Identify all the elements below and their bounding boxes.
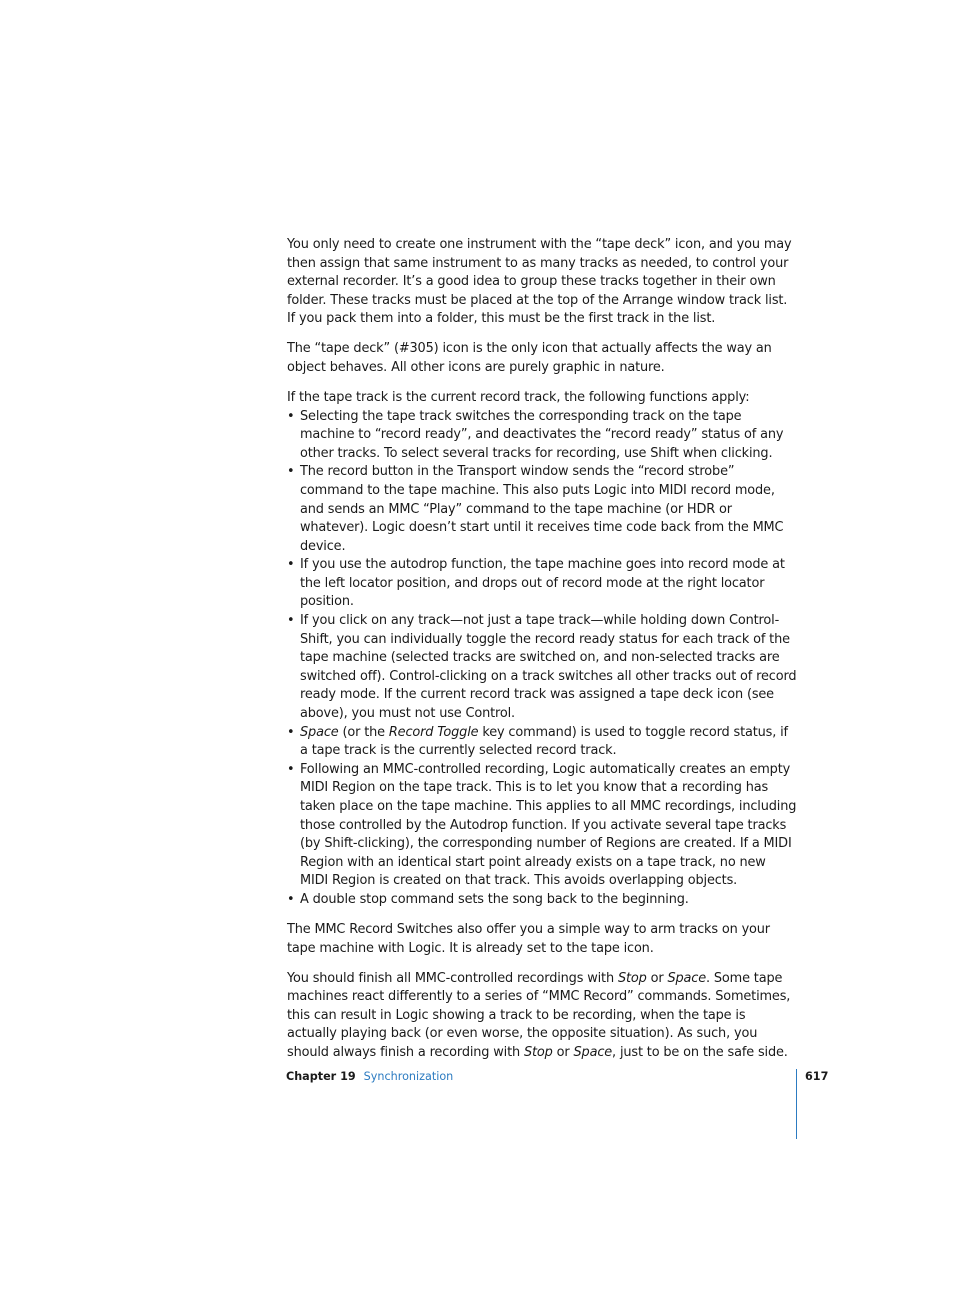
key-term-space: Space: [667, 970, 706, 986]
text-run: or: [552, 1044, 574, 1060]
paragraph-intro: You only need to create one instrument with the “tape deck” icon, and you may then assign that same instrument to as many tracks as needed, to control your external recorder. It’s a good idea to group these tracks together in their own folder. These tracks must be placed at the top of the Arrange window track list. If you pack them into a folder, this must be the first track in the list.: [287, 237, 792, 327]
main-text: [287, 236, 797, 1063]
list-item-text: The record button in the Transport window sends the “record strobe” command to the tape machine. This also puts Logic into MIDI record mode, and sends an MMC “Play” command to the tape machine (or HDR or whatever). Logic doesn’t start until it receives time code back from the MMC device.: [300, 464, 784, 554]
paragraph-finish-recordings: [287, 970, 797, 1063]
paragraph-mmc-record-switches: The MMC Record Switches also offer you a simple way to arm tracks on your tape machine with Logic. It is already set to the tape icon.: [287, 921, 770, 956]
key-term-space: Space: [573, 1044, 613, 1060]
bullet-marker: •: [287, 464, 295, 480]
key-term-stop: Stop: [523, 1044, 553, 1060]
list-item: [287, 724, 797, 761]
footer-divider: [796, 1069, 797, 1139]
bullet-marker: •: [287, 408, 295, 424]
list-item-text: Selecting the tape track switches the corresponding track on the tape machine to “record ready”, and deactivates the “record ready” status of any other tracks. To select several tracks for recording, use Shift when clicking.: [300, 408, 784, 461]
list-item: [287, 761, 797, 891]
text-run: You should finish all MMC-controlled recordings with: [287, 970, 618, 986]
bullet-marker: •: [287, 761, 295, 777]
page-number: 617: [805, 1070, 829, 1083]
list-item-text: Following an MMC-controlled recording, Logic automatically creates an empty MIDI Region on the tape track. This is to let you know that a recording has taken place on the tape machine. This applies to all MMC recordings, including those controlled by the Autodrop function. If you activate several tape tracks (by Shift-clicking), the corresponding number of Regions are created. If a MIDI Region with an identical start point already exists on a tape track, no new MIDI Region is created on that track. This avoids overlapping objects.: [300, 761, 797, 889]
text-run: . Some tape machines react differently to a series of “MMC Record” commands. Sometimes, this can result in Logic showing a track to be recording, when the tape is actually playing back (or even worse, the opposite situation). As such, you should always finish a recording with: [287, 970, 791, 1060]
bullet-marker: •: [287, 613, 295, 629]
bullet-marker: •: [287, 891, 295, 907]
key-term-stop: Stop: [617, 970, 647, 986]
list-item-text: If you click on any track—not just a tape track—while holding down Control-Shift, you can individually toggle the record ready status for each track of the tape machine (selected tracks are switched on, and non-selected tracks are switched off). Control-clicking on a track switches all other tracks out of record ready mode. If the current record track was assigned a tape deck icon (see above), you must not use Control.: [300, 613, 797, 722]
list-item: [287, 612, 797, 724]
list-item: [287, 463, 797, 556]
list-item: [287, 891, 797, 910]
list-item-text: [300, 725, 788, 759]
list-item-text: If you use the autodrop function, the tape machine goes into record mode at the left locator position, and drops out of record mode at the right locator position.: [300, 557, 785, 610]
chapter-title-link[interactable]: Synchronization: [363, 1070, 454, 1083]
functions-list: [287, 408, 797, 910]
paragraph-tape-deck-icon: The “tape deck” (#305) icon is the only icon that actually affects the way an object behaves. All other icons are purely graphic in nature.: [287, 341, 772, 375]
footer-chapter: [286, 1069, 453, 1085]
list-item: [287, 556, 797, 612]
text-run: (or the: [338, 724, 389, 740]
chapter-label: Chapter 19: [286, 1070, 356, 1083]
key-term-space: Space: [300, 724, 339, 740]
list-item-text: A double stop command sets the song back to the beginning.: [300, 891, 689, 907]
text-run: , just to be on the safe side.: [612, 1044, 788, 1060]
bullet-marker: •: [287, 557, 295, 573]
list-item: [287, 408, 797, 464]
key-term-record-toggle: Record Toggle: [388, 724, 479, 740]
text-run: or: [646, 970, 668, 986]
text-run: key command) is used to toggle record status, if a tape track is the currently selected record track.: [300, 724, 788, 759]
paragraph-functions-intro: If the tape track is the current record track, the following functions apply:: [287, 389, 750, 405]
bullet-marker: •: [287, 724, 295, 740]
